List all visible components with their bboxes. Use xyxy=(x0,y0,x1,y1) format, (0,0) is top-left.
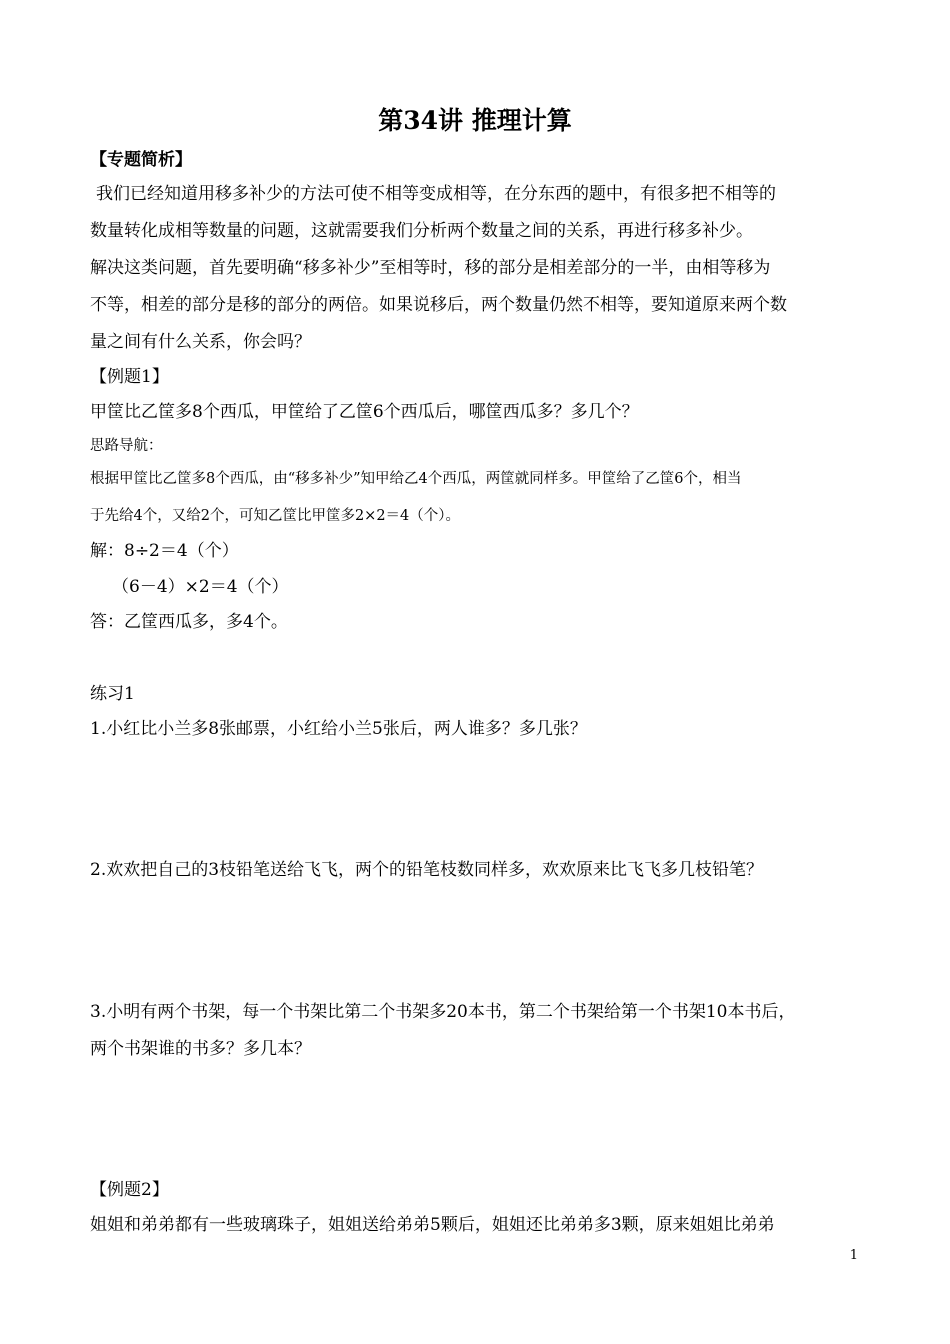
hint-line: 于先给4个，又给2个，可知乙筐比甲筐多2×2＝4（个）。 xyxy=(90,508,461,524)
practice-question-3: 3.小明有两个书架，每一个书架比第二个书架多20本书，第二个书架给第一个书架10本书后， xyxy=(90,1002,796,1022)
practice-question-1: 1.小红比小兰多8张邮票，小红给小兰5张后，两人谁多？多几张？ xyxy=(90,719,587,739)
practice-question-2: 2.欢欢把自己的3枝铅笔送给飞飞，两个的铅笔枝数同样多，欢欢原来比飞飞多几枝铅笔？ xyxy=(90,860,764,880)
hint-label: 思路导航： xyxy=(90,438,163,454)
page-number: 1 xyxy=(849,1248,858,1263)
intro-line: 量之间有什么关系，你会吗？ xyxy=(90,332,311,352)
intro-line: 数量转化成相等数量的问题，这就需要我们分析两个数量之间的关系，再进行移多补少。 xyxy=(90,221,753,241)
example2-question: 姐姐和弟弟都有一些玻璃珠子，姐姐送给弟弟5颗后，姐姐还比弟弟多3颗，原来姐姐比弟弟 xyxy=(90,1215,775,1235)
practice-question-3-cont: 两个书架谁的书多？多几本？ xyxy=(90,1039,311,1059)
practice1-heading: 练习1 xyxy=(90,684,135,704)
intro-heading: 【专题简析】 xyxy=(90,150,192,170)
example1-question: 甲筐比乙筐多8个西瓜，甲筐给了乙筐6个西瓜后，哪筐西瓜多？多几个？ xyxy=(90,402,639,422)
solution-line: 解：8÷2＝4（个） xyxy=(90,541,239,561)
solution-line: （6－4）×2＝4（个） xyxy=(112,577,289,597)
answer: 答：乙筐西瓜多，多4个。 xyxy=(90,612,288,632)
intro-line: 不等，相差的部分是移的部分的两倍。如果说移后，两个数量仍然不相等，要知道原来两个数 xyxy=(90,295,787,315)
intro-line: 我们已经知道用移多补少的方法可使不相等变成相等，在分东西的题中，有很多把不相等的 xyxy=(96,184,776,204)
example2-heading: 【例题2】 xyxy=(90,1180,169,1200)
intro-line: 解决这类问题，首先要明确“移多补少”至相等时，移的部分是相差部分的一半，由相等移为 xyxy=(90,258,771,278)
hint-line: 根据甲筐比乙筐多8个西瓜，由“移多补少”知甲给乙4个西瓜，两筐就同样多。甲筐给了乙筐6个，相当 xyxy=(90,471,742,487)
page-title: 第34讲 推理计算 xyxy=(378,106,572,135)
example1-heading: 【例题1】 xyxy=(90,367,169,387)
